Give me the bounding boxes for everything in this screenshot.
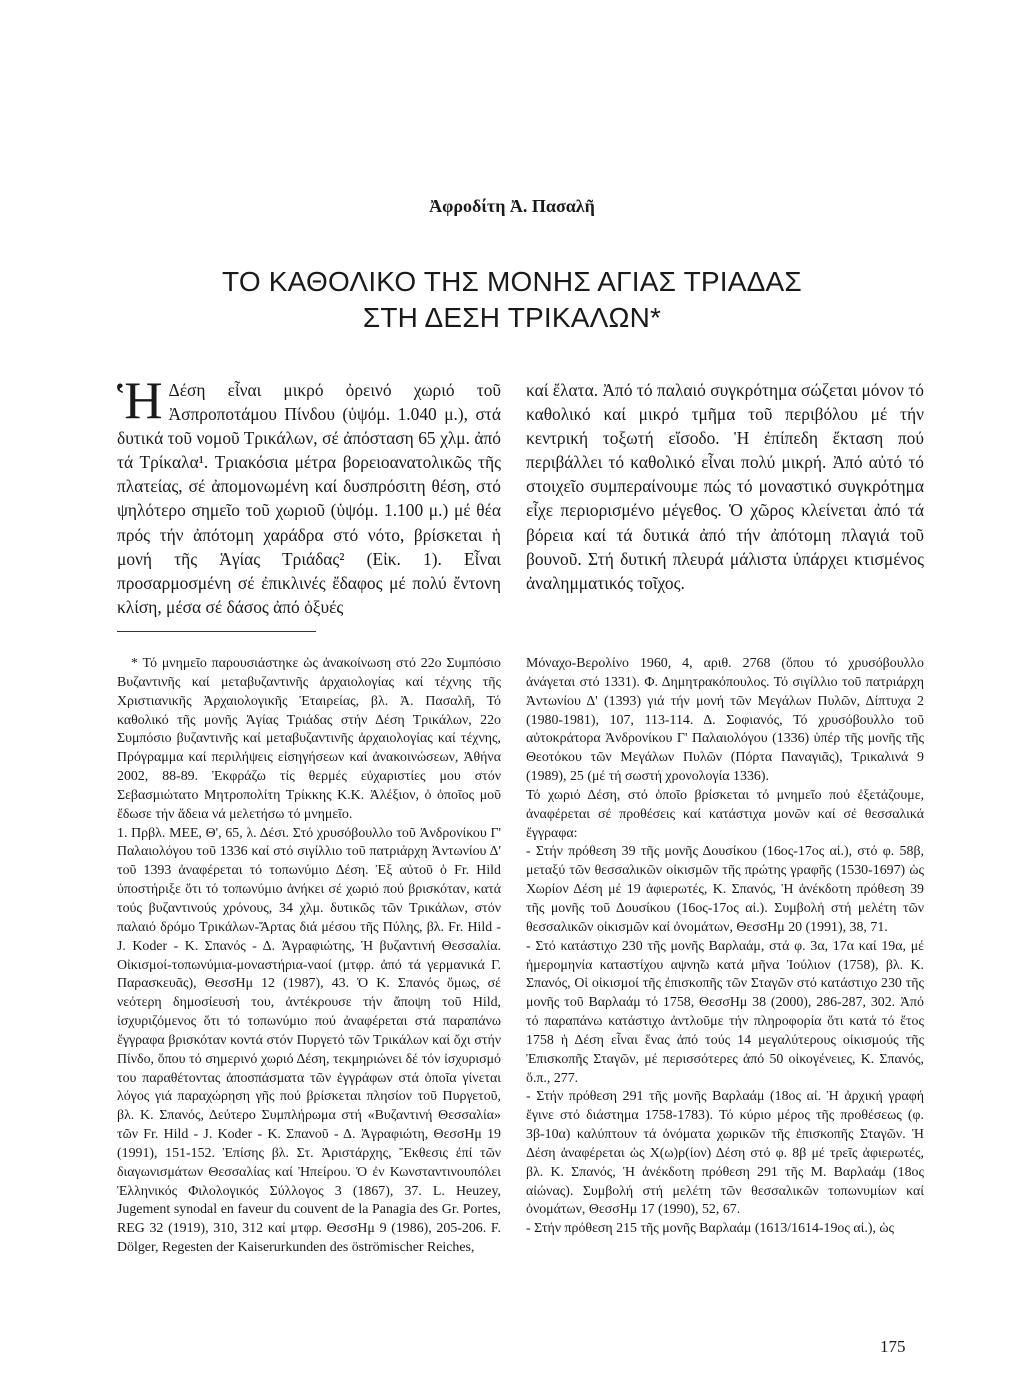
body-text-left: Δέση εἶναι μικρό ὀρεινό χωριό τοῦ Ἀσπροποτάμου Πίνδου (ὑψόμ. 1.040 μ.), στά δυτικά τοῦ νομοῦ Τρικάλων, σέ ἀπόσταση 65 χλμ. ἀπό τά Τρίκαλα¹. Τριακόσια μέτρα βορειοανατολικῶς τῆς πλατείας, σέ ἀπομονωμένη καί δυσπρόσιτη θέση, στό ψηλότερο σημεῖο τοῦ χωριοῦ (ὑψόμ. 1.100 μ.) μέ θέα πρός τήν ἀπότομη χαράδρα στό νότο, βρίσκεται ἡ μονή τῆς Ἁγίας Τριάδας² (Εἰκ. 1). Εἶναι προσαρμοσμένη σέ ἐπικλινές ἔδαφος μέ πολύ ἔντονη κλίση, μέσα σέ δάσος ἀπό ὀξυές [117,380,501,617]
page-number: 175 [880,1337,906,1356]
footnote-2-intro: Τό χωριό Δέση, στό ὁποῖο βρίσκεται τό μνημεῖο πού ἐξετάζουμε, ἀναφέρεται σέ προθέσεις καί κατάστιχα μονῶν καί σέ θεσσαλικά ἔγγραφα: [526,787,924,841]
footnotes-left-column [117,655,501,1258]
footnote-1: 1. Πρβλ. ΜΕΕ, Θ', 65, λ. Δέσι. Στό χρυσόβουλλο τοῦ Ἀνδρονίκου Γ' Παλαιολόγου τοῦ 1336 καί στό σιγίλλιο τοῦ πατριάρχη Ἀντωνίου Δ' τοῦ 1393 ἀναφέρεται τό τοπωνύμιο Δέση. Ἐξ αὐτοῦ ὁ Fr. Hild ὑποστήριξε ὅτι τό τοπωνύμιο ἀνήκει σέ χωριό πού βρισκόταν, κατά τούς βυζαντινούς χρόνους, 34 χλμ. δυτικῶς τῶν Τρικάλων, στόν παλαιό δρόμο Τρικάλων-Ἄρτας διά μέσου τῆς Πύλης, βλ. Fr. Hild - J. Koder - Κ. Σπανός - Δ. Ἀγραφιώτης, Ἡ βυζαντινή Θεσσαλία. Οἰκισμοί-τοπωνύμια-μοναστήρια-ναοί (μτφρ. ἀπό τά γερμανικά Γ. Παρασκευᾶς), ΘεσσΗμ 12 (1987), 43. Ὁ Κ. Σπανός ὅμως, σέ νεότερη δημοσίευσή του, ἀντέκρουσε τήν ἄποψη τοῦ Hild, ἰσχυριζόμενος ὅτι τό τοπωνύμιο πού ἀναφέρεται στά παραπάνω ἔγγραφα βρισκόταν κοντά στόν Πυργετό τῶν Τρικάλων καί ὄχι στήν Πίνδο, ὅπου τό σημερινό χωριό Δέση, τεκμηριώνει δέ τόν ἰσχυρισμό του παραθέτοντας ἀποσπάσματα τῶν ἐγγράφων στά ὁποῖα γίνεται λόγος γιά παραχώρηση γῆς πού βρίσκεται πλησίον τοῦ Πυργετοῦ, βλ. Κ. Σπανός, Δεύτερο Συμπλήρωμα στή «Βυζαντινή Θεσσαλία» τῶν Fr. Hild - J. Koder - Κ. Σπανοῦ - Δ. Ἀγραφιώτη, ΘεσσΗμ 19 (1991), 151-152. Ἐπίσης βλ. Στ. Ἀριστάρχης, Ἔκθεσις ἐπί τῶν διαγωνισμάτων Θεσσαλίας καί Ἠπείρου. Ὁ ἐν Κωνσταντινουπόλει Ἑλληνικός Φιλολογικός Σύλλογος 3 (1867), 37. L. Heuzey, Jugement synodal en faveur du couvent de la Panagia des Gr. Portes, REG 32 (1919), 310, 312 καί μτφρ. ΘεσσΗμ 9 (1986), 205-206. F. Dölger, Regesten der Kaiserurkunden des öströmischer Reiches, [117,825,501,1256]
title-line-1: ΤΟ ΚΑΘΟΛΙΚΟ ΤΗΣ ΜΟΝΗΣ ΑΓΙΑΣ ΤΡΙΑΔΑΣ [222,266,802,297]
title-line-2: ΣΤΗ ΔΕΣΗ ΤΡΙΚΑΛΩΝ* [362,302,662,333]
footnote-star: * Τό μνημεῖο παρουσιάστηκε ὡς ἀνακοίνωση στό 22ο Συμπόσιο Βυζαντινῆς καί μεταβυζαντινῆς ἀρχαιολογίας καί τέχνης τῆς Χριστιανικῆς Ἀρχαιολογικῆς Ἑταιρείας, βλ. Ἀ. Πασαλῆ, Τό καθολικό τῆς μονῆς Ἁγίας Τριάδας στήν Δέση Τρικάλων, 22ο Συμπόσιο βυζαντινῆς καί μεταβυζαντινῆς ἀρχαιολογίας καί τέχνης, Πρόγραμμα καί περιλήψεις εἰσηγήσεων καί ἀνακοινώσεων, Ἀθήνα 2002, 88-89. Ἐκφράζω τίς θερμές εὐχαριστίες μου στόν Σεβασμιώτατο Μητροπολίτη Τρίκκης Κ.Κ. Ἀλέξιον, ὁ ὁποῖος μοῦ ἔδωσε τήν ἄδεια νά μελετήσω τό μνημεῖο. [117,656,501,822]
body-column-right [526,378,924,595]
body-text-right: καί ἔλατα. Ἀπό τό παλαιό συγκρότημα σώζεται μόνον τό καθολικό καί μικρό τμῆμα τοῦ περιβόλου μέ τήν κεντρική τοξωτή εἴσοδο. Ἡ ἐπίπεδη ἔκταση πού περιβάλλει τό καθολικό εἶναι πολύ μικρή. Ἀπό αὐτό τό στοιχεῖο συμπεραίνουμε πώς τό μοναστικό συγκρότημα εἶχε περιορισμένο μέγεθος. Ὁ χῶρος κλείνεται ἀπό τά βόρεια καί τά δυτικά ἀπό τήν ἀπότομη πλαγιά τοῦ βουνοῦ. Στή δυτική πλευρά μάλιστα ὑπάρχει κτισμένος ἀναλημματικός τοῖχος. [526,380,924,593]
footnotes-right-column [526,655,924,1239]
footnote-2-item-3: - Στήν πρόθεση 291 τῆς μονῆς Βαρλαάμ (18ος αἰ. Ἡ ἀρχική γραφή ἔγινε στό διάστημα 1758-1783). Τό κύριο μέρος τῆς προθέσεως (φ. 3β-10α) καλύπτουν τά ὀνόματα χωρικῶν τῆς ἐπισκοπῆς Σταγῶν. Ἡ Δέση ἀναφέρεται ὡς Χ(ω)ρ(ίον) Δέση στό φ. 8β μέ τρεῖς ἀφιερωτές, βλ. Κ. Σπανός, Ἡ ἀνέκδοτη πρόθεση 291 τῆς Μ. Βαρλαάμ (18ος αἰώνας). Συμβολή στή μελέτη τῶν θεσσαλικῶν τοπωνυμίων καί ὀνομάτων, ΘεσσΗμ 17 (1990), 52, 67. [526,1089,924,1218]
drop-cap: Ἡ [117,372,163,430]
footnote-divider [117,631,316,632]
author-name: Ἀφροδίτη Ἀ. Πασαλῆ [429,196,595,216]
article-title [0,264,1024,336]
footnote-1-continued: Μόναχο-Βερολίνο 1960, 4, αριθ. 2768 (ὅπου τό χρυσόβουλλο ἀνάγεται στό 1331). Φ. Δημητρακόπουλος. Τό σιγίλλιο τοῦ πατριάρχη Ἀντωνίου Δ' (1393) γιά τήν μονή τῶν Μεγάλων Πυλῶν, Δίπτυχα 2 (1980-1981), 107, 113-114. Δ. Σοφιανός, Τό χρυσόβουλλο τοῦ αὐτοκράτορα Ἀνδρονίκου Γ' Παλαιολόγου (1336) ὑπέρ τῆς μονῆς τῆς Θεοτόκου τῶν Μεγάλων Πυλῶν (Πόρτα Παναγιᾶς), Τρικαλινά 9 (1989), 25 (μέ τή σωστή χρονολογία 1336). [526,656,924,785]
body-column-left [117,372,501,619]
footnote-2-item-1: - Στήν πρόθεση 39 τῆς μονῆς Δουσίκου (16ος-17ος αἰ.), στό φ. 58β, μεταξύ τῶν θεσσαλικῶν οἰκισμῶν τῆς πρώτης γραφῆς (1530-1697) ὡς Χωρίον Δέση μέ 19 ἀφιερωτές, Κ. Σπανός, Ἡ ἀνέκδοτη πρόθεση 39 τῆς μονῆς τοῦ Δουσίκου (16ος-17ος αἰ.). Συμβολή στή μελέτη τῶν θεσσαλικῶν οἰκισμῶν καί ὀνομάτων, ΘεσσΗμ 20 (1991), 38, 71. [526,844,924,935]
footnote-2-item-2: - Στό κατάστιχο 230 τῆς μονῆς Βαρλαάμ, στά φ. 3α, 17α καί 19α, μέ ἡμερομηνία καταστίχου αψνη̃ω κατά μῆνα Ἰούλιον (1758), βλ. Κ. Σπανός, Οἱ οἰκισμοί τῆς ἐπισκοπῆς τῶν Σταγῶν στό κατάστιχο 230 τῆς μονῆς τοῦ Βαρλαάμ τό 1758, ΘεσσΗμ 38 (2000), 286-287, 302. Ἀπό τό παραπάνω κατάστιχο ἀντλοῦμε τήν πληροφορία ὅτι κατά τό ἔτος 1758 ἡ Δέση εἶναι ἕνας ἀπό τούς 14 μεγαλύτερους οἰκισμούς τῆς Ἐπισκοπῆς Σταγῶν, μέ περισσότερες ἀπό 50 οἰκογένειες, Κ. Σπανός, ὅ.π., 277. [526,938,924,1086]
footnote-2-item-4: - Στήν πρόθεση 215 τῆς μονῆς Βαρλαάμ (1613/1614-19ος αἰ.), ὡς [526,1221,895,1237]
